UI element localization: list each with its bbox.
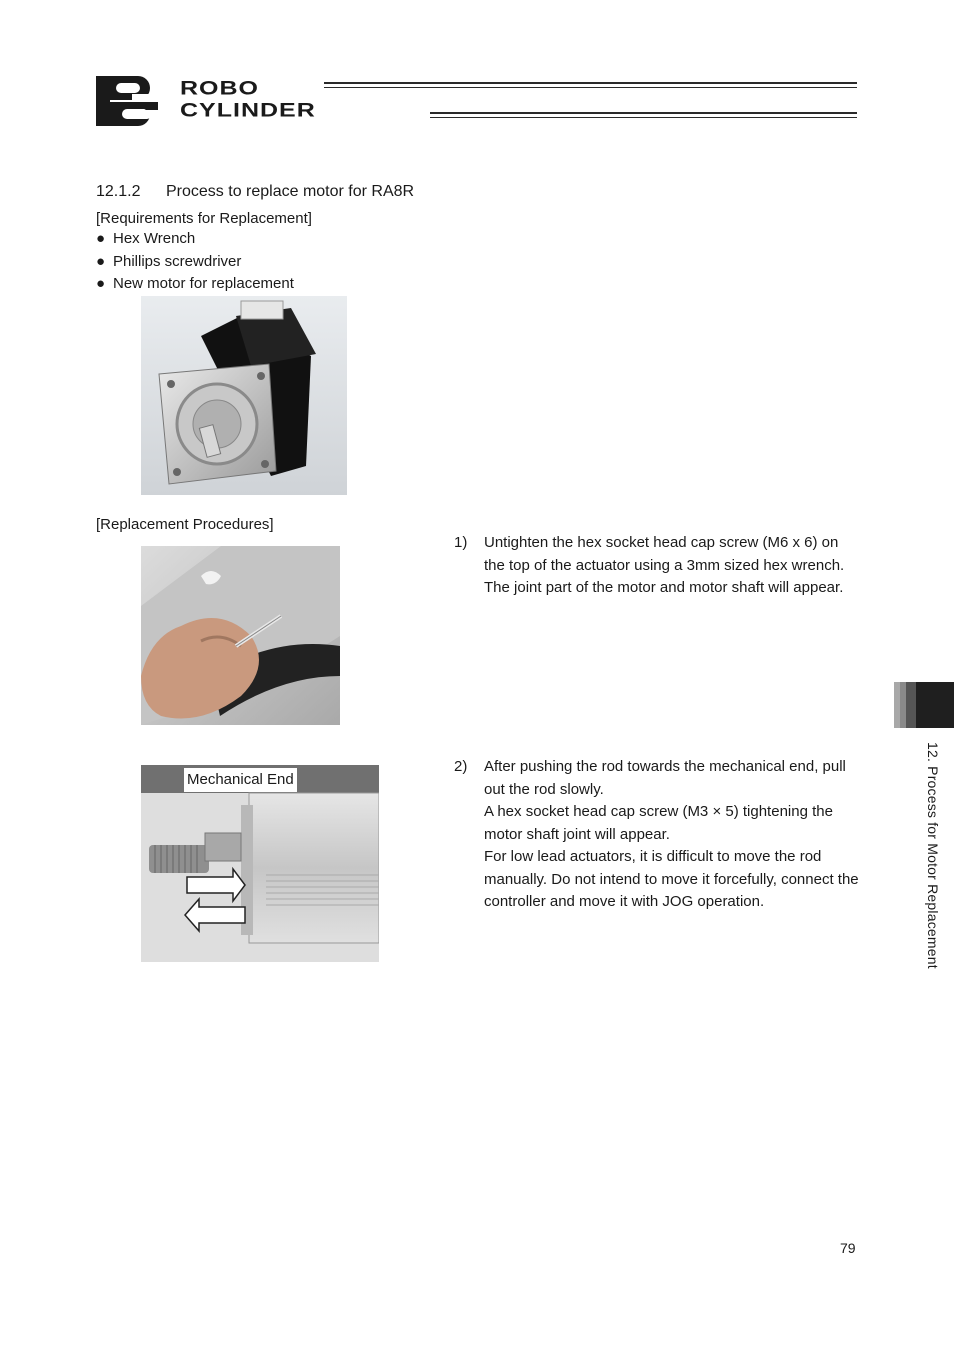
logo-text-cylinder: CYLINDER — [180, 99, 316, 122]
procedure-step-1 — [454, 532, 864, 652]
header-rule-bottom-1 — [430, 112, 857, 114]
bullet-icon: ● — [96, 252, 106, 270]
motor-photo — [141, 296, 347, 495]
chapter-side-label: 12. Process for Motor Replacement — [925, 742, 941, 969]
requirements-list — [96, 228, 294, 296]
page-number: 79 — [840, 1240, 856, 1256]
header-rule-top-1 — [324, 82, 857, 84]
hex-wrench-photo — [141, 546, 340, 725]
step-number: 1) — [454, 534, 468, 551]
procedures-heading: [Replacement Procedures] — [96, 516, 274, 533]
step-text: After pushing the rod towards the mechanical end, pull out the rod slowly. — [484, 758, 846, 798]
step-text: Untighten the hex socket head cap screw (M6 x 6) on the top of the actuator using a 3mm sized hex wrench. — [484, 534, 845, 574]
robo-cylinder-logo-mark — [96, 72, 176, 128]
list-item: ● New motor for replacement — [96, 273, 294, 296]
step-number: 2) — [454, 758, 468, 775]
requirements-heading: [Requirements for Replacement] — [96, 210, 312, 227]
bullet-icon: ● — [96, 230, 106, 247]
step-text: For low lead actuators, it is difficult to move the rod manually. Do not intend to move it forcefully, connect the controller and move it with JOG operation. — [484, 848, 859, 910]
header-rule-top-2 — [324, 87, 857, 88]
step-text: The joint part of the motor and motor shaft will appear. — [484, 579, 844, 596]
step-text: A hex socket head cap screw (M3 × 5) tightening the motor shaft joint will appear. — [484, 803, 833, 843]
bullet-icon: ● — [96, 275, 106, 292]
section-number: 12.1.2 — [96, 183, 141, 200]
procedure-step-2 — [454, 756, 864, 916]
section-title — [96, 183, 414, 201]
list-item: ● Phillips screwdriver — [96, 251, 294, 274]
rod-mechanical-end-photo — [141, 765, 379, 962]
section-title-text: Process to replace motor for RA8R — [166, 183, 415, 200]
list-item: ● Hex Wrench — [96, 228, 294, 251]
header-rule-bottom-2 — [430, 117, 857, 118]
logo-text-robo: ROBO — [180, 77, 259, 100]
mechanical-end-label: Mechanical End — [184, 768, 297, 792]
chapter-tab — [894, 682, 954, 728]
